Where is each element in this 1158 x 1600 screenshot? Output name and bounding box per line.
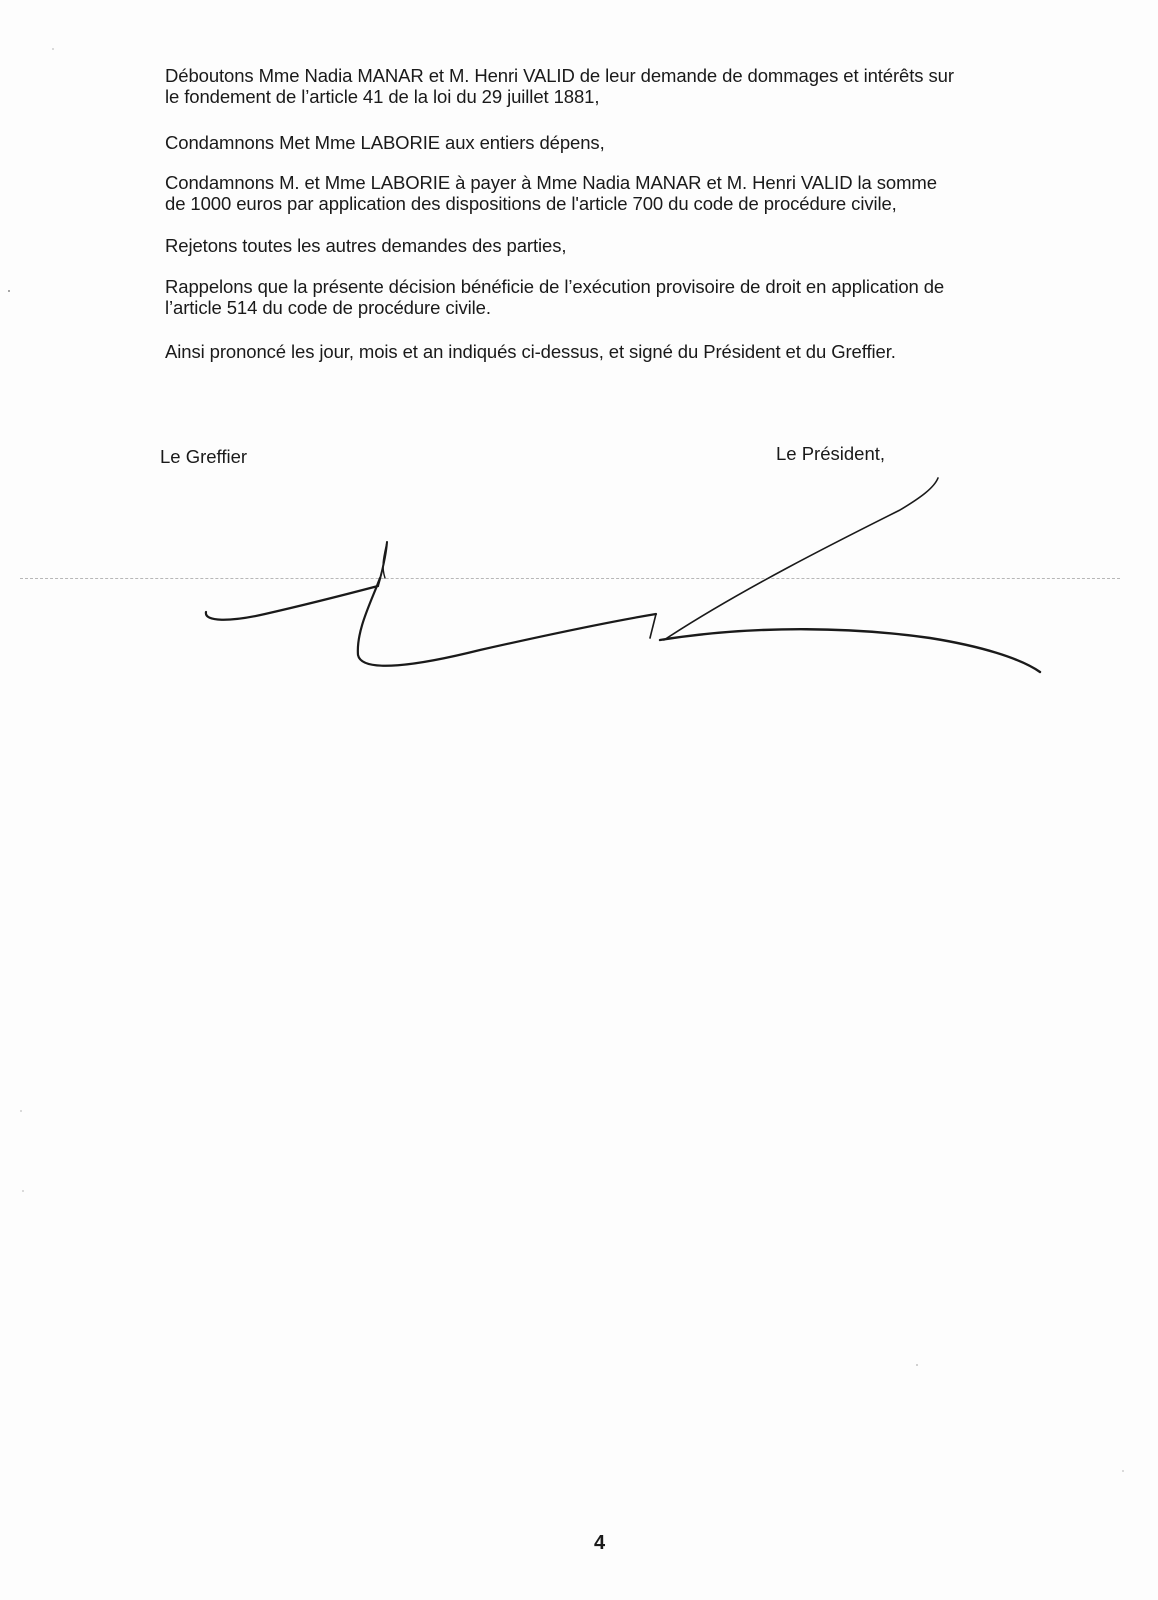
paragraph-rejetons [165,235,1065,256]
text-line: Ainsi prononcé les jour, mois et an indiqués ci-dessus, et signé du Président et du Greffier. [165,341,896,362]
text-line: le fondement de l’article 41 de la loi du 29 juillet 1881, [165,86,600,107]
text-line: Condamnons M. et Mme LABORIE à payer à Mme Nadia MANAR et M. Henri VALID la somme [165,172,937,193]
text-line: l’article 514 du code de procédure civile. [165,297,491,318]
scan-speck [22,1190,24,1192]
scan-speck [20,1110,22,1112]
text-line: Rappelons que la présente décision bénéficie de l’exécution provisoire de droit en application de [165,276,945,297]
paragraph-rappelons [165,276,1065,318]
paragraph-ainsi-prononce [165,341,1065,362]
scan-divider-line [20,578,1120,579]
scan-speck [52,48,54,50]
text-line: Rejetons toutes les autres demandes des parties, [165,235,567,256]
president-label: Le Président, [776,443,886,464]
paragraph-condamnons-depens [165,132,1065,153]
text-line: Condamnons Met Mme LABORIE aux entiers dépens, [165,132,605,153]
scan-speck [1122,1470,1124,1472]
paragraph-deboutons [165,65,1065,107]
page-number: 4 [594,1532,606,1554]
greffier-label: Le Greffier [160,446,248,467]
scan-speck [8,290,10,292]
scan-speck [916,1364,918,1366]
text-line: Déboutons Mme Nadia MANAR et M. Henri VALID de leur demande de dommages et intérêts sur [165,65,954,86]
paragraph-condamnons-payer [165,172,1065,214]
text-line: de 1000 euros par application des dispositions de l'article 700 du code de procédure civile, [165,193,897,214]
